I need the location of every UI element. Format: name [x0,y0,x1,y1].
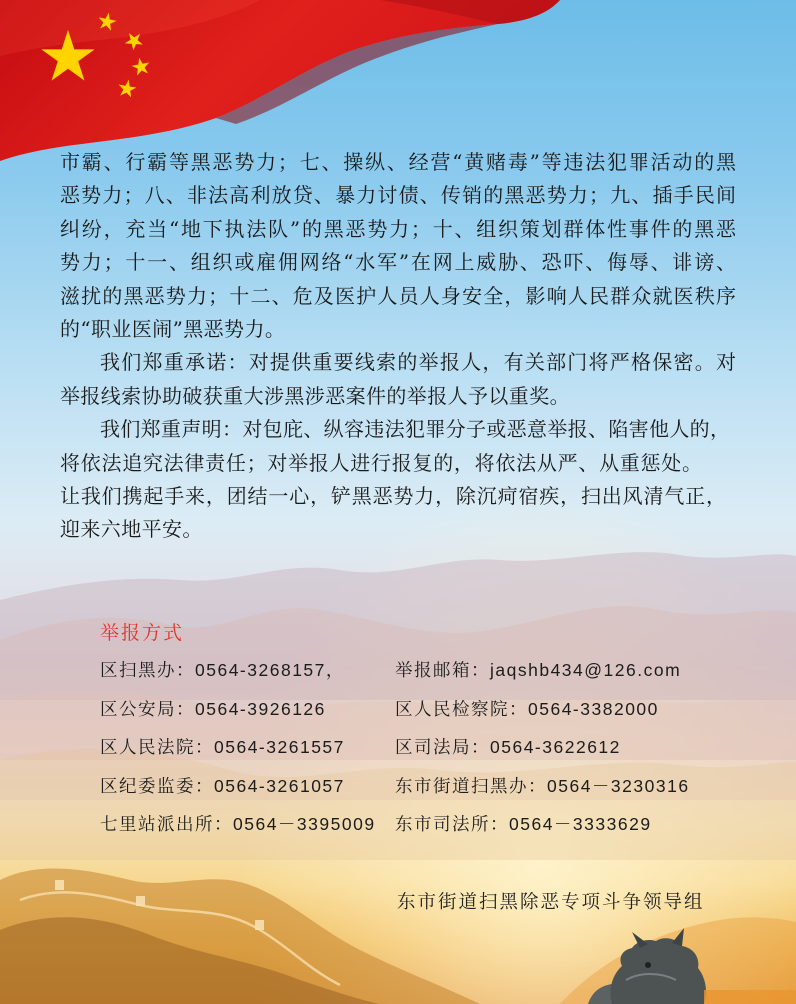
great-wall-tower [136,896,145,906]
contact-item: 东市司法所：0564－3333629 [395,814,652,834]
contact-item: 区公安局：0564-3926126 [100,698,326,719]
contact-list-right [395,651,690,844]
notice-line: 滋扰的黑恶势力；十二、危及医护人员人身安全，影响人民群众就医秩序 [60,283,736,308]
notice-line: 恶势力；八、非法高利放贷、暴力讨债、传销的黑恶势力；九、插手民间 [60,183,736,208]
notice-line: 迎来六地平安。 [60,517,203,542]
report-methods-heading: 举报方式 [100,622,185,644]
contact-item: 区司法局：0564-3622612 [395,737,621,757]
contact-item: 区人民检察院：0564-3382000 [395,698,659,719]
notice-line: 让我们携起手来，团结一心，铲黑恶势力，除沉疴宿疾，扫出风清气正， [60,484,726,509]
notice-line: 势力；十一、组织或雇佣网络“水军”在网上威胁、恐吓、侮辱、诽谤、 [60,250,736,275]
notice-line: 我们郑重承诺：对提供重要线索的举报人，有关部门将严格保密。对 [100,350,736,375]
notice-line: 我们郑重声明：对包庇、纵容违法犯罪分子或恶意举报、陷害他人的， [100,417,730,442]
notice-line: 市霸、行霸等黑恶势力；七、操纵、经营“黄赌毒”等违法犯罪活动的黑 [60,150,736,174]
notice-line: 的“职业医闹”黑恶势力。 [60,317,286,342]
great-wall-tower [255,920,264,930]
notice-line: 纠纷，充当“地下执法队”的黑恶势力；十、组织策划群体性事件的黑恶 [60,216,736,241]
statue-eye [645,962,651,968]
contact-item: 区人民法院：0564-3261557 [100,737,345,757]
contact-list-left [100,651,376,844]
issuing-organization: 东市街道扫黑除恶专项斗争领导组 [397,892,705,913]
notice-line: 举报线索协助破获重大涉黑涉恶案件的举报人予以重奖。 [60,383,570,408]
notice-line: 将依法追究法律责任；对举报人进行报复的，将依法从严、从重惩处。 [60,450,702,475]
notice-body [60,146,736,547]
contact-item: 东市街道扫黑办：0564－3230316 [395,775,690,796]
contact-item: 七里站派出所：0564－3395009 [100,814,376,834]
great-wall-tower [55,880,64,890]
contact-item: 区扫黑办：0564-3268157， [100,660,345,680]
contact-item: 举报邮箱：jaqshb434@126.com [395,660,682,680]
contact-item: 区纪委监委：0564-3261057 [100,775,345,796]
gold-ornament [704,990,796,1004]
